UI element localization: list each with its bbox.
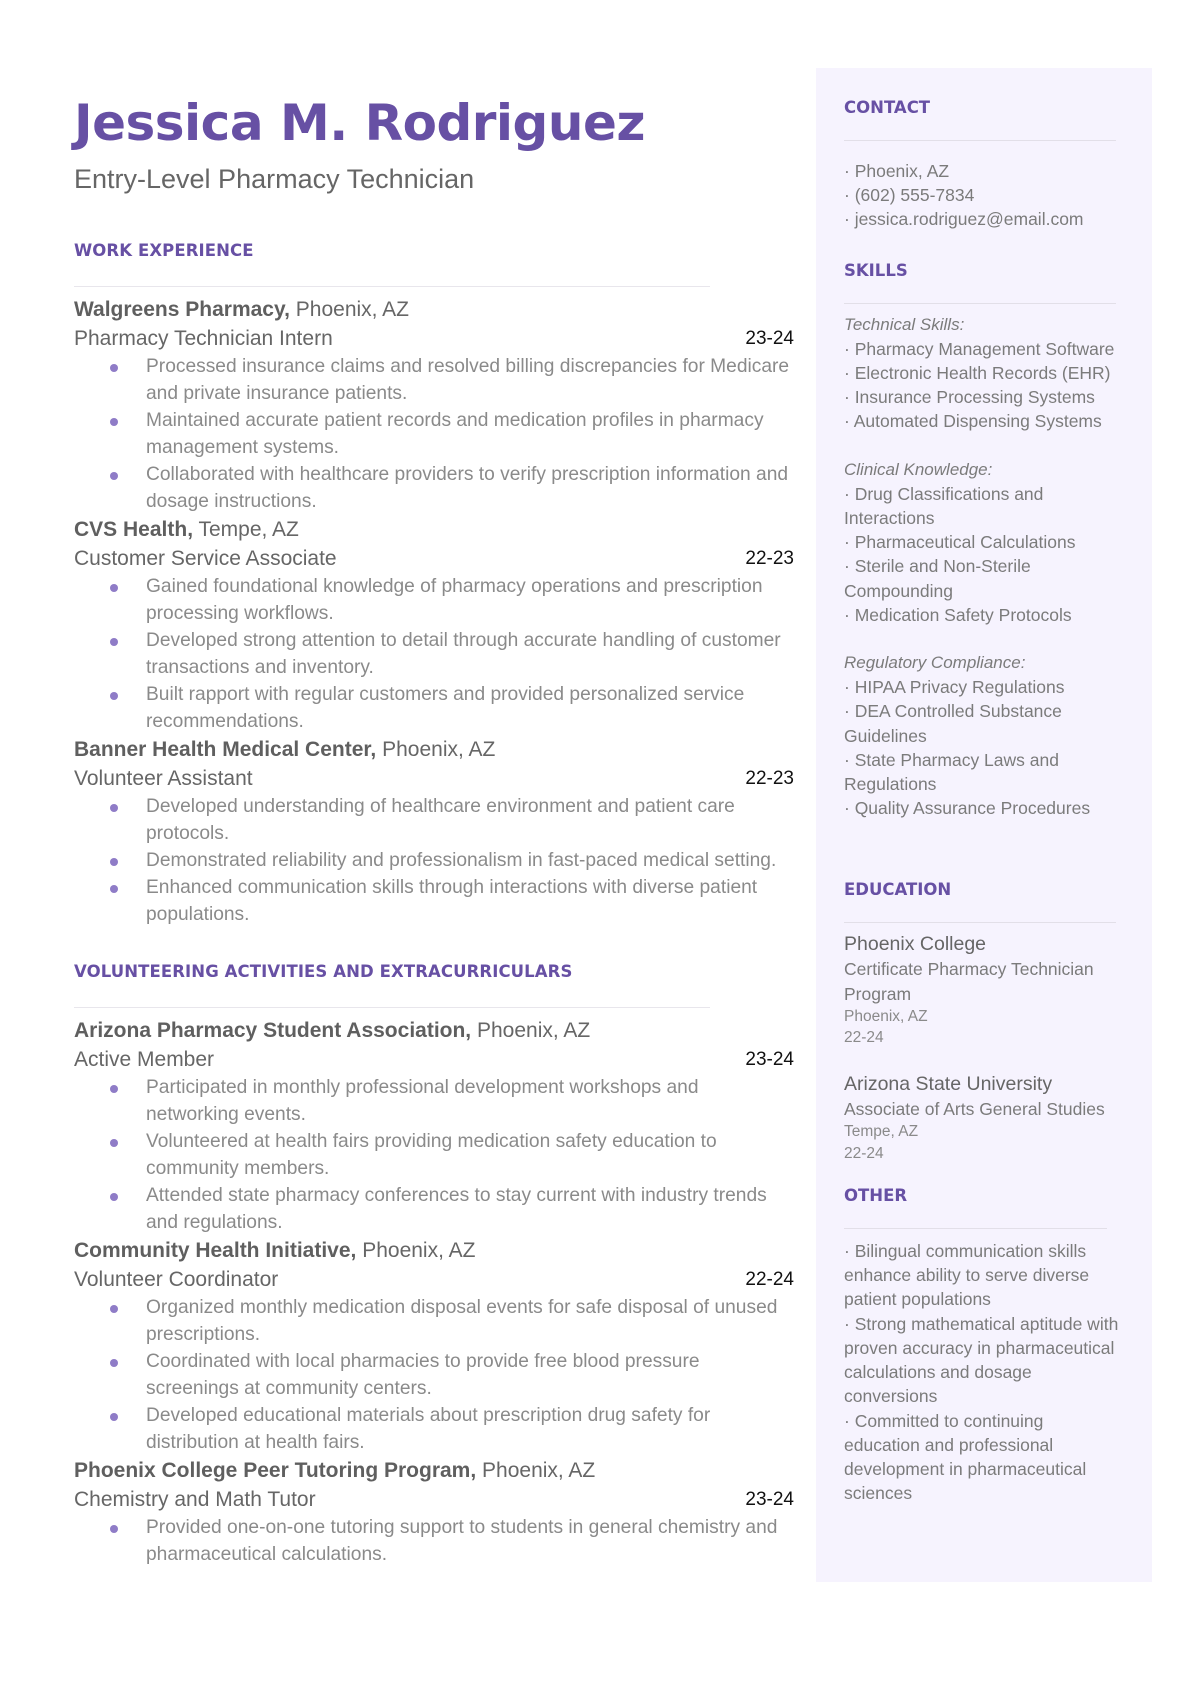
activity-role-row xyxy=(74,1485,794,1514)
activity-location: Phoenix, AZ xyxy=(471,1019,591,1043)
activity-header xyxy=(74,1456,794,1485)
education-section xyxy=(844,880,1124,1164)
section-divider xyxy=(74,286,710,287)
section-title-work-experience: WORK EXPERIENCE xyxy=(74,241,254,261)
job-header xyxy=(74,735,794,764)
bullet-dot-icon xyxy=(110,1359,118,1367)
skill-group xyxy=(844,651,1124,820)
job-dates: 22-23 xyxy=(745,768,794,790)
activity-bullets xyxy=(74,1294,794,1456)
job-company: Banner Health Medical Center, xyxy=(74,738,377,762)
bullet-dot-icon xyxy=(110,364,118,372)
bullet-item xyxy=(146,681,794,735)
bullet-dot-icon xyxy=(110,1139,118,1147)
work-experience-section xyxy=(74,241,794,928)
job-location: Phoenix, AZ xyxy=(376,738,496,762)
activity-organization: Arizona Pharmacy Student Association, xyxy=(74,1019,472,1043)
bullet-dot-icon xyxy=(110,1305,118,1313)
job-entry xyxy=(74,295,794,515)
bullet-dot-icon xyxy=(110,804,118,812)
bullet-dot-icon xyxy=(110,584,118,592)
job-bullets xyxy=(74,573,794,735)
job-dates: 23-24 xyxy=(745,328,794,350)
activity-header xyxy=(74,1236,794,1265)
activity-dates: 23-24 xyxy=(745,1049,794,1071)
skill-item: · Pharmaceutical Calculations xyxy=(844,532,1076,553)
bullet-item xyxy=(146,1182,794,1236)
activity-dates: 22-24 xyxy=(745,1269,794,1291)
skill-item: · State Pharmacy Laws and Regulations xyxy=(844,749,1059,795)
activity-bullets xyxy=(74,1514,794,1568)
education-dates: 22-24 xyxy=(844,1029,884,1047)
skill-group xyxy=(844,313,1124,434)
bullet-text: Collaborated with healthcare providers to verify prescription information and dosage instructions. xyxy=(146,464,789,513)
contact-phone[interactable]: · (602) 555-7834 xyxy=(844,185,975,206)
bullet-text: Developed strong attention to detail through accurate handling of customer transactions and inventory. xyxy=(146,630,781,679)
section-divider xyxy=(844,1228,1107,1229)
bullet-item xyxy=(146,353,794,407)
bullet-text: Developed educational materials about prescription drug safety for distribution at health fairs. xyxy=(146,1405,711,1454)
activity-role: Chemistry and Math Tutor xyxy=(74,1488,316,1512)
bullet-text: Attended state pharmacy conferences to stay current with industry trends and regulations. xyxy=(146,1185,767,1234)
skill-item: · Drug Classifications and Interactions xyxy=(844,483,1044,529)
bullet-dot-icon xyxy=(110,1525,118,1533)
section-divider xyxy=(844,303,1116,304)
other-section xyxy=(844,1186,1124,1505)
education-school: Arizona State University xyxy=(844,1072,1053,1095)
activity-role: Active Member xyxy=(74,1048,215,1072)
bullet-item xyxy=(146,1074,794,1128)
bullet-item xyxy=(146,1348,794,1402)
job-header xyxy=(74,515,794,544)
activity-entry xyxy=(74,1456,794,1568)
bullet-text: Organized monthly medication disposal events for safe disposal of unused prescriptions. xyxy=(146,1297,778,1346)
bullet-item xyxy=(146,874,794,928)
other-item: · Committed to continuing education and professional development in pharmaceutical sciences xyxy=(844,1410,1087,1504)
activity-entry xyxy=(74,1016,794,1236)
skill-item: · Pharmacy Management Software xyxy=(844,338,1115,359)
activity-role: Volunteer Coordinator xyxy=(74,1268,279,1292)
sidebar-content xyxy=(844,68,1124,1505)
bullet-dot-icon xyxy=(110,885,118,893)
job-role: Customer Service Associate xyxy=(74,547,337,571)
bullet-text: Maintained accurate patient records and medication profiles in pharmacy management systems. xyxy=(146,410,764,459)
section-title-other: OTHER xyxy=(844,1186,908,1206)
activity-role-row xyxy=(74,1265,794,1294)
bullet-item xyxy=(146,1514,794,1568)
education-school: Phoenix College xyxy=(844,933,987,956)
activity-dates: 23-24 xyxy=(745,1489,794,1511)
activity-location: Phoenix, AZ xyxy=(356,1239,476,1263)
activity-bullets xyxy=(74,1074,794,1236)
education-entry xyxy=(844,931,1124,1048)
section-divider xyxy=(844,922,1116,923)
bullet-text: Volunteered at health fairs providing medication safety education to community members. xyxy=(146,1131,717,1180)
job-entry xyxy=(74,515,794,735)
education-degree: Associate of Arts General Studies xyxy=(844,1098,1105,1119)
skill-item: · DEA Controlled Substance Guidelines xyxy=(844,701,1062,746)
job-location: Tempe, AZ xyxy=(193,518,299,542)
bullet-item xyxy=(146,847,794,874)
bullet-item xyxy=(146,627,794,681)
bullet-dot-icon xyxy=(110,1193,118,1201)
skill-group-label: Clinical Knowledge: xyxy=(844,459,993,479)
bullet-text: Provided one-on-one tutoring support to students in general chemistry and pharmaceutical calculations. xyxy=(146,1517,778,1566)
bullet-text: Developed understanding of healthcare environment and patient care protocols. xyxy=(146,796,735,845)
bullet-dot-icon xyxy=(110,1085,118,1093)
job-company: CVS Health, xyxy=(74,518,194,542)
other-item: · Bilingual communication skills enhance ability to serve diverse patient populations xyxy=(844,1241,1090,1310)
other-item: · Strong mathematical aptitude with proven accuracy in pharmaceutical calculations and dosage conversions xyxy=(844,1313,1119,1407)
education-entry xyxy=(844,1071,1124,1164)
bullet-item xyxy=(146,1294,794,1348)
skill-item: · Quality Assurance Procedures xyxy=(844,798,1091,819)
skill-group-label: Regulatory Compliance: xyxy=(844,653,1026,673)
education-location: Phoenix, AZ xyxy=(844,1007,928,1025)
job-role-row xyxy=(74,764,794,793)
section-divider xyxy=(844,140,1116,141)
contact-location: · Phoenix, AZ xyxy=(844,161,950,181)
bullet-text: Enhanced communication skills through interactions with diverse patient populations. xyxy=(146,877,758,926)
candidate-title: Entry-Level Pharmacy Technician xyxy=(74,164,475,194)
bullet-text: Coordinated with local pharmacies to provide free blood pressure screenings at community centers. xyxy=(146,1351,700,1400)
section-title-volunteering: VOLUNTEERING ACTIVITIES AND EXTRACURRICULARS xyxy=(74,962,573,982)
skill-item: · Electronic Health Records (EHR) xyxy=(844,363,1111,384)
activity-organization: Phoenix College Peer Tutoring Program, xyxy=(74,1459,477,1483)
job-dates: 22-23 xyxy=(745,548,794,570)
bullet-item xyxy=(146,1402,794,1456)
skill-item: · Medication Safety Protocols xyxy=(844,604,1072,625)
job-bullets xyxy=(74,353,794,515)
contact-section xyxy=(844,68,1124,232)
sidebar xyxy=(816,68,1152,1582)
bullet-text: Built rapport with regular customers and provided personalized service recommendations. xyxy=(146,684,745,733)
job-entry xyxy=(74,735,794,928)
bullet-item xyxy=(146,1128,794,1182)
bullet-text: Participated in monthly professional development workshops and networking events. xyxy=(146,1077,699,1126)
bullet-text: Demonstrated reliability and professionalism in fast-paced medical setting. xyxy=(146,850,777,872)
skill-group xyxy=(844,458,1124,627)
skills-section xyxy=(844,261,1124,821)
skill-item: · Insurance Processing Systems xyxy=(844,387,1095,408)
job-bullets xyxy=(74,793,794,928)
bullet-item xyxy=(146,573,794,627)
volunteering-section xyxy=(74,962,794,1568)
activity-location: Phoenix, AZ xyxy=(476,1459,596,1483)
bullet-text: Gained foundational knowledge of pharmacy operations and prescription processing workflows. xyxy=(146,576,763,625)
bullet-item xyxy=(146,793,794,847)
job-role: Pharmacy Technician Intern xyxy=(74,327,333,351)
bullet-text: Processed insurance claims and resolved billing discrepancies for Medicare and private insurance patients. xyxy=(146,356,790,405)
activity-header xyxy=(74,1016,794,1045)
bullet-item xyxy=(146,407,794,461)
skill-group-label: Technical Skills: xyxy=(844,314,965,334)
job-company: Walgreens Pharmacy, xyxy=(74,298,290,322)
activity-role-row xyxy=(74,1045,794,1074)
bullet-dot-icon xyxy=(110,858,118,866)
job-location: Phoenix, AZ xyxy=(289,298,410,322)
bullet-dot-icon xyxy=(110,472,118,480)
skill-item: · HIPAA Privacy Regulations xyxy=(844,677,1065,698)
section-divider xyxy=(74,1007,710,1008)
job-role-row xyxy=(74,324,794,353)
bullet-dot-icon xyxy=(110,692,118,700)
education-dates: 22-24 xyxy=(844,1144,884,1162)
education-degree: Certificate Pharmacy Technician Program xyxy=(844,959,1094,1004)
contact-email[interactable]: · jessica.rodriguez@email.com xyxy=(844,209,1084,230)
section-title-contact: CONTACT xyxy=(844,98,931,117)
main-column xyxy=(74,96,794,1568)
skill-item: · Sterile and Non-Sterile Compounding xyxy=(844,556,1031,601)
section-title-education: EDUCATION xyxy=(844,880,952,900)
activity-entry xyxy=(74,1236,794,1456)
section-title-skills: SKILLS xyxy=(844,260,908,280)
job-header xyxy=(74,295,794,324)
job-role: Volunteer Assistant xyxy=(74,767,253,791)
skill-item: · Automated Dispensing Systems xyxy=(844,411,1102,432)
bullet-item xyxy=(146,461,794,515)
bullet-dot-icon xyxy=(110,418,118,426)
candidate-name: Jessica M. Rodriguez xyxy=(74,94,645,152)
bullet-dot-icon xyxy=(110,638,118,646)
activity-organization: Community Health Initiative, xyxy=(74,1239,357,1263)
education-location: Tempe, AZ xyxy=(844,1123,919,1141)
job-role-row xyxy=(74,544,794,573)
bullet-dot-icon xyxy=(110,1413,118,1421)
